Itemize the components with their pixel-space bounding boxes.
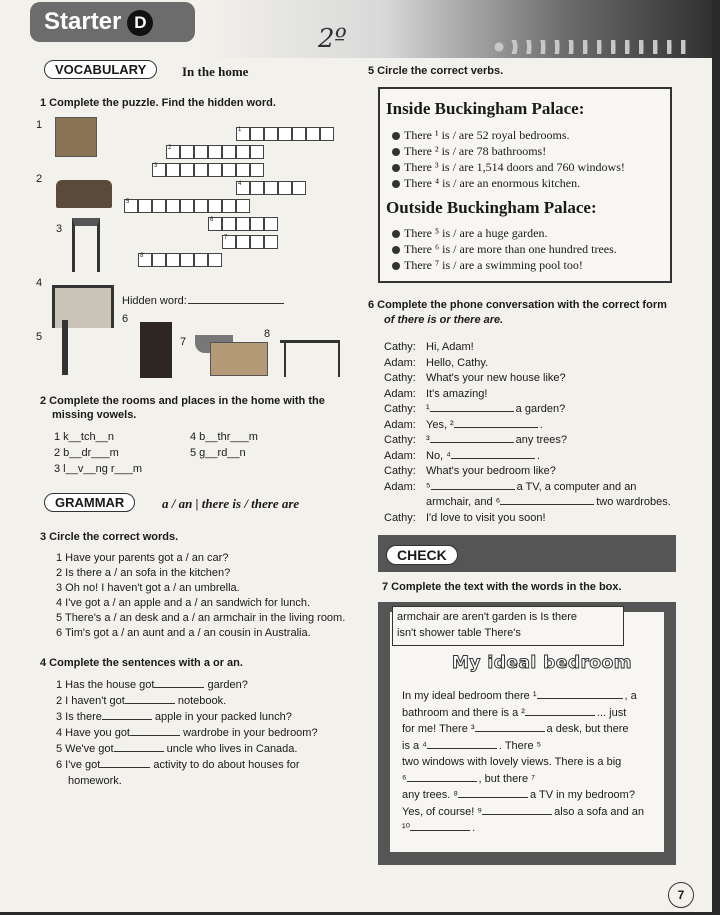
pic-number-5: 5 [36,331,43,343]
crossword-cell[interactable] [264,127,278,141]
ex4-item-6-a: 6 I've got [56,759,101,771]
dialog-line [384,371,566,385]
bullet-icon [392,230,400,238]
dialog-blank[interactable] [431,489,515,490]
check-blank[interactable] [407,781,477,782]
ex4-item-3 [56,710,292,724]
dialog-speaker: Cathy: [384,372,416,384]
check-text-b: also a sofa and an [554,805,645,818]
crossword-clue-number: 8 [140,253,144,259]
ex3-item-1[interactable]: 1 Have your parents got a / an car? [56,552,229,564]
dialog-blank[interactable] [454,427,538,428]
picture-chair [72,218,100,272]
crossword-cell[interactable] [264,217,278,231]
dialog-text: What's your new house like? [426,372,566,384]
bullet-icon [392,246,400,254]
crossword-cell[interactable] [152,253,166,267]
crossword-cell[interactable] [180,199,194,213]
crossword-cell[interactable] [208,163,222,177]
crossword-cell[interactable] [250,145,264,159]
inside-title: Inside Buckingham Palace: [386,99,585,118]
dialog-text: No, ⁴ [426,449,451,462]
ex3-item-3[interactable]: 3 Oh no! I haven't got a / an umbrella. [56,582,240,594]
ex2-item-1: 1 k__tch__n [54,431,114,443]
picture-bed [210,342,268,376]
ex4-item-3-b: apple in your packed lunch? [154,711,292,723]
inside-item-2 [392,144,546,158]
ex4-item-1-b: garden? [207,679,248,691]
ex4-blank-2[interactable] [125,703,175,704]
crossword-cell[interactable] [306,127,320,141]
dialog-tail: a TV, a computer and an [516,480,637,493]
check-text-a: ¹⁰ [402,822,411,834]
check-text-a: Yes, of course! ⁹ [402,805,483,818]
crossword-clue-number: 3 [154,163,158,169]
ex1-title: 1 Complete the puzzle. Find the hidden word. [40,97,276,109]
dialog-blank[interactable] [500,504,594,505]
dialog-text: Hello, Cathy. [426,356,489,369]
crossword-cell[interactable] [180,163,194,177]
crossword-clue-number: 4 [238,181,242,187]
crossword-cell[interactable] [194,163,208,177]
dialog-text: armchair, and ⁶ [426,496,501,508]
inside-item-3-text[interactable]: There ³ is / are 1,514 doors and 760 windows! [404,160,625,174]
check-text-b: . [472,822,476,834]
crossword-cell[interactable] [222,163,236,177]
inside-item-3 [392,160,625,174]
crossword-cell[interactable] [236,127,250,141]
crossword-cell[interactable] [166,163,180,177]
crossword-cell[interactable] [236,145,250,159]
dialog-text: ¹ [426,403,430,415]
pic-number-7: 7 [180,336,187,348]
inside-item-4-text[interactable]: There ⁴ is / are an enormous kitchen. [404,176,581,190]
crossword-cell[interactable] [250,127,264,141]
crossword-cell[interactable] [250,217,264,231]
bullet-icon [392,164,400,172]
picture-mirror [55,117,97,157]
crossword-cell[interactable] [292,181,306,195]
dialog-line [384,511,546,525]
dialog-line [384,402,565,416]
starter-badge [30,2,195,42]
crossword-clue-number: 7 [224,235,228,241]
crossword-clue-number: 2 [168,145,172,151]
outside-item-3-text[interactable]: There ⁷ is / are a swimming pool too! [404,258,583,272]
dialog-speaker: Cathy: [384,341,416,353]
inside-item-4 [392,176,580,190]
pic-number-6: 6 [122,313,129,325]
ex4-item-4-a: 4 Have you got [56,727,130,739]
ex6-title-1: 6 Complete the phone conversation with the correct form [368,299,667,311]
ex4-item-4 [56,726,318,740]
ex4-item-2-a: 2 I haven't got [56,695,125,707]
crossword-cell[interactable] [250,163,264,177]
check-text-line [402,722,629,736]
check-blank[interactable] [458,797,528,798]
vocabulary-subtitle: In the home [182,64,249,79]
ex2-item-3: 3 l__v__ng r___m [54,463,143,475]
crossword-cell[interactable] [208,199,222,213]
crossword-cell[interactable] [236,163,250,177]
bullet-icon [392,262,400,270]
crossword-cell[interactable] [250,181,264,195]
crossword-cell[interactable] [208,145,222,159]
check-text-a: two windows with lovely views. There is a big [402,756,622,768]
ex2-title-1: 2 Complete the rooms and places in the home with the [40,395,325,407]
ex4-item-6-b: activity to do about houses for [153,759,300,771]
dialog-line [384,495,671,509]
ex2-item-4: 4 b__thr___m [190,431,258,443]
ideal-bedroom-heading: My ideal bedroom [452,653,632,673]
dialog-text: Hi, Adam! [426,341,474,353]
check-text-a: In my ideal bedroom there ¹ [402,690,537,702]
dialog-line [384,433,567,447]
dialog-text: It's amazing! [426,387,488,400]
dialog-text: ³ [426,434,430,446]
check-text-line [402,788,635,802]
outside-item-2 [392,242,617,256]
crossword-cell[interactable] [208,217,222,231]
ex4-item-3-a: 3 Is there [56,711,102,723]
crossword-cell[interactable] [236,199,250,213]
ex4-item-5-a: 5 We've got [56,743,114,755]
check-text-b: a desk, but there [546,723,629,735]
ex3-item-6[interactable]: 6 Tim's got a / an aunt and a / an cousin in Australia. [56,627,311,639]
ex4-blank-6[interactable] [100,767,150,768]
dialog-line [384,418,543,432]
crossword-cell[interactable] [292,127,306,141]
pic-number-1: 1 [36,119,43,131]
pic-number-4: 4 [36,277,43,289]
ex4-item-4-b: wardrobe in your bedroom? [183,727,318,739]
vocabulary-pill: VOCABULARY [44,60,157,79]
check-text-a: is a ⁴ [402,739,427,752]
crossword-cell[interactable] [208,253,222,267]
check-text-b: a TV in my bedroom? [530,789,635,801]
bullet-icon [392,148,400,156]
inside-item-1 [392,128,570,142]
dialog-speaker: Adam: [384,418,416,431]
dialog-speaker: Adam: [384,449,416,462]
ex2-item-2: 2 b__dr___m [54,447,119,459]
crossword-cell[interactable] [166,199,180,213]
ex5-title: 5 Circle the correct verbs. [368,65,504,77]
check-blank[interactable] [525,715,595,716]
outside-item-3 [392,258,583,272]
outside-item-2-text[interactable]: There ⁶ is / are more than one hundred trees. [404,242,617,256]
crossword-cell[interactable] [222,235,236,249]
check-text-line [402,772,535,786]
picture-table-legs [284,343,340,377]
ex4-title: 4 Complete the sentences with a or an. [40,657,243,669]
ex4-last-line: homework. [68,775,122,787]
inside-item-1-text[interactable]: There ¹ is / are 52 royal bedrooms. [404,128,570,142]
dialog-text: I'd love to visit you soon! [426,511,546,524]
dialog-blank[interactable] [430,442,514,443]
ex3-title: 3 Circle the correct words. [40,531,179,543]
dialog-blank[interactable] [451,458,535,459]
check-blank[interactable] [410,830,470,831]
picture-lamp [62,320,68,375]
dialog-line [384,356,488,370]
crossword-cell[interactable] [180,145,194,159]
crossword-cell[interactable] [152,163,166,177]
pic-number-2: 2 [36,173,43,185]
crossword-cell[interactable] [138,199,152,213]
picture-sofa [56,180,112,208]
crossword-cell[interactable] [250,235,264,249]
page-number: 7 [668,882,694,908]
crossword-cell[interactable] [194,199,208,213]
ex3-item-4[interactable]: 4 I've got a / an apple and a / an sandwich for lunch. [56,597,311,609]
hidden-word-blank[interactable] [188,303,284,304]
ex2-title-2: missing vowels. [52,409,137,421]
ex4-item-6 [56,758,300,772]
dialog-speaker: Adam: [384,356,416,369]
check-blank[interactable] [482,814,552,815]
ex3-item-2[interactable]: 2 Is there a / an sofa in the kitchen? [56,567,231,579]
crossword-cell[interactable] [236,217,250,231]
ex4-item-5-b: uncle who lives in Canada. [166,743,298,755]
dialog-line [384,387,487,401]
crossword-cell[interactable] [236,181,250,195]
crossword-cell[interactable] [138,253,152,267]
dialog-line [384,464,556,478]
dialog-line [384,480,636,494]
dialog-blank[interactable] [430,411,514,412]
ex4-blank-5[interactable] [114,751,164,752]
dialog-line [384,449,540,463]
pic-number-3: 3 [56,223,63,235]
word-box-line-2: isn't shower table There's [397,627,521,639]
dialog-speaker: Adam: [384,387,416,400]
crossword-cell[interactable] [264,235,278,249]
check-text-b: ... just [596,706,627,719]
crossword-cell[interactable] [194,145,208,159]
crossword-cell[interactable] [236,235,250,249]
crossword-clue-number: 6 [210,217,214,223]
ex4-item-2 [56,694,226,708]
ex4-blank-4[interactable] [130,735,180,736]
ex7-title: 7 Complete the text with the words in the box. [382,581,622,593]
dialog-speaker: Cathy: [384,403,416,415]
crossword-cell[interactable] [320,127,334,141]
crossword-cell[interactable] [124,199,138,213]
bullet-icon [392,132,400,140]
crossword-cell[interactable] [166,253,180,267]
dialog-tail: two wardrobes. [596,496,671,508]
crossword-cell[interactable] [194,253,208,267]
crossword-cell[interactable] [180,253,194,267]
pic-number-8: 8 [264,328,271,340]
ex3-item-5[interactable]: 5 There's a / an desk and a / an armchair in the living room. [56,612,346,624]
crossword-cell[interactable] [222,145,236,159]
crossword-cell[interactable] [222,199,236,213]
starter-letter: D [127,10,153,36]
check-text-line [402,755,623,769]
hidden-word-label: Hidden word: [122,295,187,307]
header-dots [492,40,692,54]
dialog-speaker: Adam: [384,480,416,493]
crossword-cell[interactable] [278,181,292,195]
check-text-line [402,821,475,835]
check-text-b: , a [624,690,637,702]
grammar-subtitle: a / an | there is / there are [162,496,300,511]
check-blank[interactable] [475,731,545,732]
dialog-tail: . [536,449,540,462]
check-text-line [402,805,644,819]
dialog-text: ⁵ [426,480,431,493]
picture-wardrobe [140,322,172,378]
ex4-blank-3[interactable] [102,719,152,720]
dialog-speaker: Cathy: [384,434,416,446]
check-pill: CHECK [386,545,458,565]
crossword-cell[interactable] [222,217,236,231]
check-text-line [402,689,637,703]
ex4-item-5 [56,742,297,756]
dialog-speaker: Cathy: [384,465,416,477]
check-blank[interactable] [427,748,497,749]
bullet-icon [392,180,400,188]
outside-item-1-text[interactable]: There ⁵ is / are a huge garden. [404,226,548,240]
check-text-a: any trees. ⁸ [402,789,458,801]
crossword-cell[interactable] [264,181,278,195]
outside-title: Outside Buckingham Palace: [386,198,597,217]
handwritten-note: 2º [318,24,347,54]
check-text-b: , but there ⁷ [478,772,536,785]
ex4-item-2-b: notebook. [177,695,227,707]
inside-item-2-text[interactable]: There ² is / are 78 bathrooms! [404,144,547,158]
dialog-line [384,340,474,354]
crossword-cell[interactable] [278,127,292,141]
dialog-tail: a garden? [515,403,566,415]
check-text-a: bathroom and there is a ² [402,706,525,719]
word-box-line-1: armchair are aren't garden is Is there [397,611,578,623]
ex4-item-1-a: 1 Has the house got [56,679,155,691]
check-text-line [402,739,541,753]
ex2-item-5: 5 g__rd__n [190,447,246,459]
ex4-blank-1[interactable] [154,687,204,688]
ex4-item-1 [56,678,248,692]
outside-item-1 [392,226,547,240]
check-text-a: ⁶ [402,772,407,785]
check-text-b: . There ⁵ [498,739,542,752]
ex6-title-2: of there is or there are. [384,314,504,326]
dialog-tail: . [539,418,543,431]
grammar-pill: GRAMMAR [44,493,135,512]
dialog-speaker: Cathy: [384,511,416,524]
dialog-text: What's your bedroom like? [426,465,556,477]
crossword-cell[interactable] [166,145,180,159]
check-text-line [402,706,626,720]
crossword-cell[interactable] [152,199,166,213]
check-text-a: for me! There ³ [402,723,475,735]
dialog-text: Yes, ² [426,418,454,431]
crossword-clue-number: 1 [238,127,242,133]
starter-label: Starter [44,8,122,35]
crossword-clue-number: 5 [126,199,130,205]
check-blank[interactable] [537,698,623,699]
dialog-tail: any trees? [515,434,568,446]
